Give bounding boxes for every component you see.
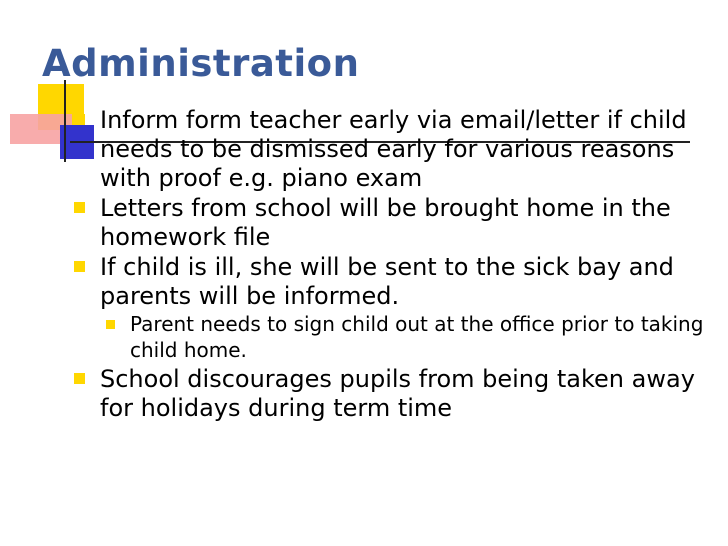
sub-bullet-item xyxy=(70,312,710,363)
square-bullet-icon xyxy=(74,261,85,272)
bullet-text: School discourages pupils from being taken away for holidays during term time xyxy=(100,365,695,423)
bullet-text: If child is ill, she will be sent to the sick bay and parents will be informed. xyxy=(100,253,674,311)
bullet-text: Letters from school will be brought home in the homework file xyxy=(100,194,671,252)
slide-title: Administration xyxy=(42,42,360,85)
square-bullet-icon xyxy=(106,320,115,329)
square-bullet-icon xyxy=(74,373,85,384)
bullet-item xyxy=(70,365,710,423)
bullet-item xyxy=(70,253,710,311)
bullet-text: Inform form teacher early via email/letter if child needs to be dismissed early for various reasons with proof e.g. piano exam xyxy=(100,106,687,193)
square-bullet-icon xyxy=(74,114,85,125)
bullet-list xyxy=(70,106,710,424)
decorative-vertical-line xyxy=(64,80,66,162)
bullet-item xyxy=(70,106,710,193)
sub-bullet-text: Parent needs to sign child out at the office prior to taking child home. xyxy=(130,312,704,362)
bullet-item xyxy=(70,194,710,252)
square-bullet-icon xyxy=(74,202,85,213)
